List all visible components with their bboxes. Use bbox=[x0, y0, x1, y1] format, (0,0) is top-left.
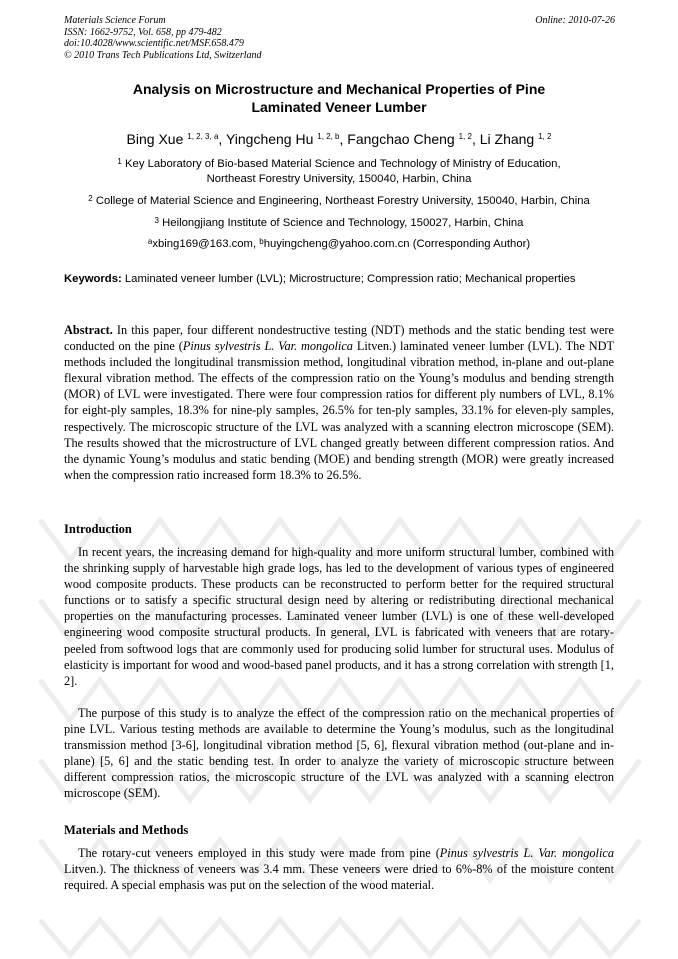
issn-line: ISSN: 1662-9752, Vol. 658, pp 479-482 bbox=[64, 26, 222, 38]
methods-heading: Materials and Methods bbox=[64, 823, 189, 837]
keywords-text: Laminated veneer lumber (LVL); Microstructure; Compression ratio; Mechanical properties bbox=[121, 273, 576, 285]
abstract-paragraph bbox=[64, 322, 614, 483]
species-name: Pinus sylvestris L. Var. mongolica bbox=[439, 846, 615, 860]
paper-title bbox=[64, 81, 614, 116]
email-mark: b bbox=[259, 237, 264, 246]
author-emails bbox=[60, 237, 618, 252]
affiliation-mark: 1 bbox=[117, 157, 122, 166]
methods-paragraph bbox=[64, 845, 614, 893]
author-separator: , bbox=[218, 131, 226, 147]
affiliation-1 bbox=[60, 157, 618, 186]
abstract-label: Abstract. bbox=[64, 323, 113, 337]
methods-text: The rotary-cut veneers employed in this study were made from pine ( bbox=[78, 846, 440, 860]
introduction-heading: Introduction bbox=[64, 522, 132, 536]
title-line-1: Analysis on Microstructure and Mechanical Properties of Pine bbox=[132, 81, 546, 97]
species-name: Pinus sylvestris L. Var. mongolica bbox=[182, 339, 353, 354]
abstract-text: Litven.) laminated veneer lumber (LVL). The NDT methods included the longitudinal transmission method, longitudinal vibration method, in-plane and out-plane flexural vibration method. The effects of the compression ratio on the Young’s modulus and bending strength (MOR) of LVL were investigated. There were four compression ratios for different ply numbers of LVL, 8.1% for eight-ply samples, 18.3% for nine-ply samples, 26.5% for ten-ply samples, 33.1% for eleven-ply samples, respectively. The microscopic structure of the LVL was analyzed with a scanning electron microscope (SEM). The results showed that the microstructure of LVL changed greatly between different compression ratios. And the dynamic Young’s modulus and static bending (MOE) and bending strength (MOR) were greatly increased when the compression ratio increased form 18.3% to 26.5%. bbox=[64, 339, 614, 482]
methods-text: Litven.). The thickness of veneers was 3.4 mm. These veneers were dried to 6%-8% of the moisture content required. A special emphasis was put on the selection of the wood material. bbox=[64, 862, 614, 893]
email-link[interactable]: xbing169@163.com, bbox=[152, 238, 260, 250]
affiliation-text: College of Material Science and Engineering, Northeast Forestry University, 150040, Harbin, China bbox=[95, 195, 590, 207]
author-affiliation-mark: 1, 2, 3, a bbox=[187, 132, 219, 141]
author-list bbox=[64, 130, 614, 148]
author-name: Bing Xue bbox=[126, 131, 184, 147]
affiliation-mark: 2 bbox=[88, 194, 93, 203]
keywords bbox=[64, 273, 614, 287]
introduction-paragraph-1: In recent years, the increasing demand for high-quality and more uniform structural lumber, combined with the shrinking supply of harvestable high grade logs, has led to the development of various types of engineered wood composite products. These products can be reconstructed to perform better for the required structural functions or to satisfy a specific structural design need by altering or redistributing directional mechanical properties on the manufacturing processes. Laminated veneer lumber (LVL) is one of these well-developed engineering wood composite structural products. In general, LVL is fabricated with veneers that are rotary-peeled from softwood logs that are commonly used for producing solid lumber for structural uses. Modulus of elasticity is important for wood and wood-based panel products, and it has a strong correlation with strength [1, 2]. bbox=[64, 545, 614, 688]
email-link[interactable]: huyingcheng@yahoo.com.cn (Corresponding Author) bbox=[263, 238, 531, 250]
affiliation-text: Key Laboratory of Bio-based Material Science and Technology of Ministry of Education, bbox=[125, 158, 561, 170]
author-affiliation-mark: 1, 2 bbox=[458, 132, 472, 141]
affiliation-3 bbox=[60, 216, 618, 231]
author-name: Fangchao Cheng bbox=[347, 131, 455, 147]
author-separator: , bbox=[471, 131, 480, 147]
author-name: Yingcheng Hu bbox=[225, 131, 314, 147]
author-affiliation-mark: 1, 2 bbox=[538, 132, 552, 141]
author-separator: , bbox=[339, 131, 348, 147]
journal-header bbox=[64, 15, 262, 61]
copyright-line: © 2010 Trans Tech Publications Ltd, Switzerland bbox=[64, 49, 262, 61]
affiliation-2 bbox=[60, 194, 618, 209]
author-affiliation-mark: 1, 2, b bbox=[317, 132, 340, 141]
email-mark: a bbox=[147, 237, 153, 246]
online-date: Online: 2010-07-26 bbox=[535, 15, 615, 26]
abstract-text: In this paper, four different nondestructive testing (NDT) methods and the static bending test were conducted on the pine ( bbox=[64, 323, 614, 354]
doi-line[interactable]: doi:10.4028/www.scientific.net/MSF.658.479 bbox=[64, 38, 244, 49]
affiliation-text: Heilongjiang Institute of Science and Technology, 150027, Harbin, China bbox=[162, 217, 524, 229]
keywords-label: Keywords: bbox=[64, 273, 122, 285]
introduction-paragraph-2: The purpose of this study is to analyze the effect of the compression ratio on the mechanical properties of pine LVL. Various testing methods are available to determine the Young’s modulus, such as the longitudinal transmission method [3-6], longitudinal vibration method [5, 6], flexural vibration method (out-plane and in-plane) [5, 6] and the static bending test. In order to analyze the variety of microscopic structure between different compression ratios, the microscopic structure of the LVL was analyzed with a scanning electron microscope (SEM). bbox=[64, 706, 614, 801]
affiliation-mark: 3 bbox=[154, 216, 159, 225]
title-line-2: Laminated Veneer Lumber bbox=[251, 98, 427, 115]
journal-name: Materials Science Forum bbox=[64, 15, 166, 26]
author-name: Li Zhang bbox=[479, 131, 535, 147]
affiliation-text: Northeast Forestry University, 150040, Harbin, China bbox=[206, 172, 472, 185]
